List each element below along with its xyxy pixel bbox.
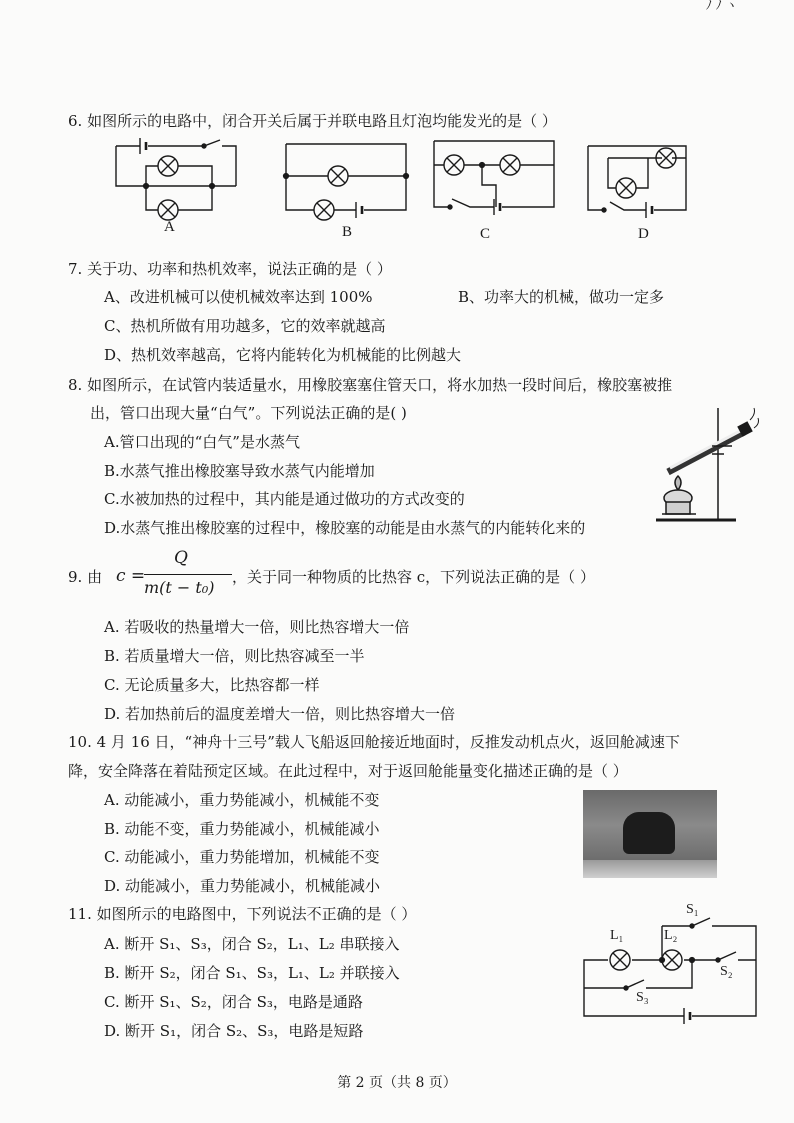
q11-circuit [580,902,764,1034]
q9-option-d: D. 若加热前后的温度差增大一倍，则比热容增大一倍 [104,705,456,723]
q6-stem: 6. 如图所示的电路中，闭合开关后属于并联电路且灯泡均能发光的是（ ） [68,112,557,130]
q11-option-d: D. 断开 S₁，闭合 S₂、S₃，电路是短路 [104,1022,364,1040]
q7-option-a: A、改进机械可以使机械效率达到 100% [104,288,373,306]
q7-option-d: D、热机效率越高，它将内能转化为机械能的比例越大 [104,346,462,364]
q6-circuit-c [430,135,562,230]
q11-label-s2: S₂ [720,964,733,979]
q9-option-a: A. 若吸收的热量增大一倍，则比热容增大一倍 [104,618,410,636]
q8-stem-line2: 出，管口出现大量“白气”。下列说法正确的是( ) [90,404,407,422]
q8-option-c: C.水被加热的过程中，其内能是通过做功的方式改变的 [104,490,465,508]
q8-option-b: B.水蒸气推出橡胶塞导致水蒸气内能增加 [104,462,375,480]
corner-mark: ﾉ ﾉ ヽ [706,0,738,12]
ground-shape [583,860,717,878]
q8-stem-line1: 8. 如图所示，在试管内装适量水，用橡胶塞塞住管天口，将水加热一段时间后，橡胶塞被推 [68,376,673,394]
q11-option-a: A. 断开 S₁、S₃，闭合 S₂，L₁、L₂ 串联接入 [104,935,400,953]
q6-label-d: D [638,226,649,242]
q6-label-b: B [342,224,353,240]
q9-prefix: 9. 由 [68,568,103,586]
capsule-shape [623,812,675,854]
q6-circuit-b [282,138,414,228]
q11-stem: 11. 如图所示的电路图中，下列说法不正确的是（ ） [68,905,417,923]
q9-fraction-bar [144,574,232,575]
q9-stem: ，关于同一种物质的比热容 c，下列说法正确的是（ ） [232,568,595,586]
q10-option-c: C. 动能减小，重力势能增加，机械能不变 [104,848,380,866]
q11-label-l2: L₂ [664,928,678,943]
q10-option-a: A. 动能减小，重力势能减小，机械能不变 [104,791,380,809]
q10-option-d: D. 动能减小，重力势能减小，机械能减小 [104,877,381,895]
q11-label-s3: S₃ [636,990,649,1005]
q6-label-c: C [480,226,491,242]
q11-label-s1: S₁ [686,902,699,917]
q9-option-c: C. 无论质量多大，比热容都一样 [104,676,320,694]
q11-option-c: C. 断开 S₁、S₂，闭合 S₃，电路是通路 [104,993,363,1011]
q10-stem-line2: 降，安全降落在着陆预定区域。在此过程中，对于返回舱能量变化描述正确的是（ ） [68,762,628,780]
return-capsule-photo [583,790,717,878]
q7-option-b: B、功率大的机械，做功一定多 [458,288,665,306]
q6-label-a: A [164,219,175,235]
q7-option-c: C、热机所做有用功越多，它的效率就越高 [104,317,386,335]
q9-option-b: B. 若质量增大一倍，则比热容减至一半 [104,647,365,665]
test-tube-apparatus [648,402,760,526]
q8-option-a: A.管口出现的“白气”是水蒸气 [104,433,300,451]
q6-circuit-d [584,140,694,235]
q11-label-l1: L₁ [610,928,624,943]
q11-option-b: B. 断开 S₂，闭合 S₁、S₃，L₁、L₂ 并联接入 [104,964,400,982]
q7-stem: 7. 关于功、功率和热机效率，说法正确的是（ ） [68,260,392,278]
q9-formula-numerator: Q [174,548,188,568]
q10-option-b: B. 动能不变，重力势能减小，机械能减小 [104,820,380,838]
page-footer: 第 2 页（共 8 页） [337,1075,457,1091]
q8-option-d: D.水蒸气推出橡胶塞的过程中，橡胶塞的动能是由水蒸气的内能转化来的 [104,519,586,537]
q9-formula-lhs: c = [116,566,146,586]
q10-stem-line1: 10. 4 月 16 日，“神舟十三号”载人飞船返回舱接近地面时，反推发动机点火，返回舱减速下 [68,733,680,751]
q9-formula-denominator: m(t − t₀) [144,578,215,597]
